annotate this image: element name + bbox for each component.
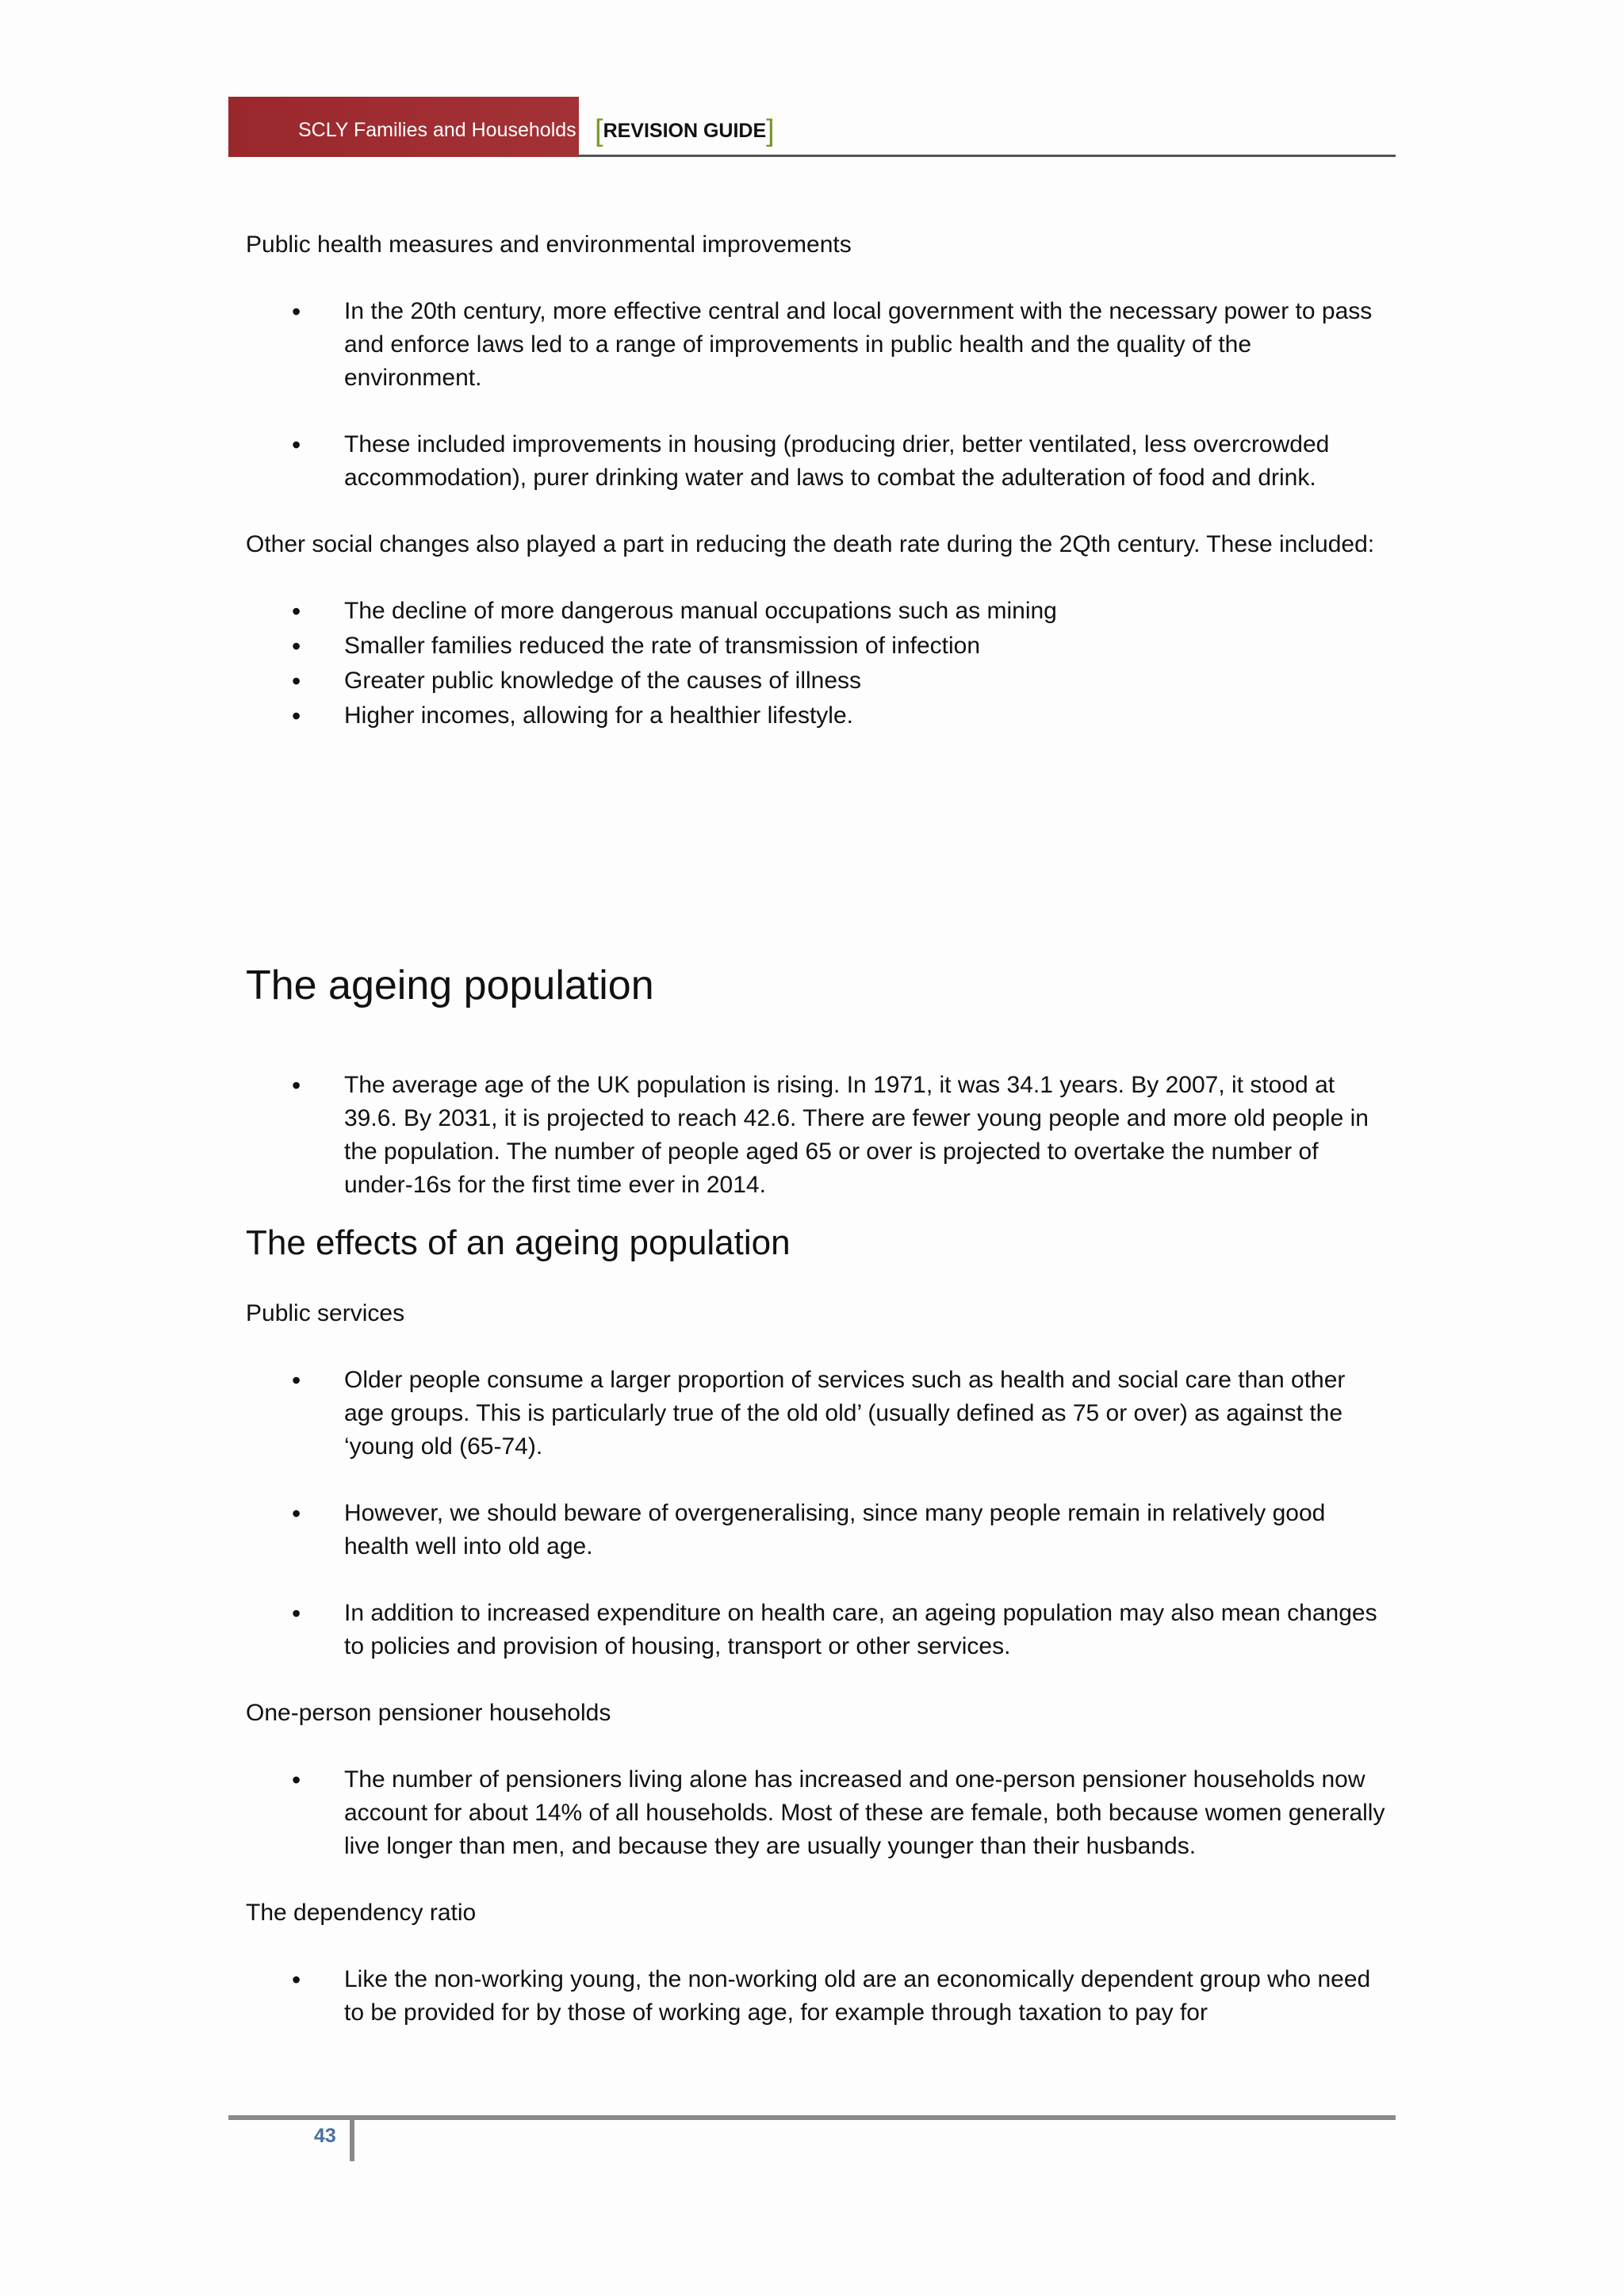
header-tab xyxy=(228,97,579,157)
header-guide-label xyxy=(595,114,775,148)
list-item: • However, we should beware of overgeneralising, since many people remain in relatively good health well into old age. xyxy=(246,1497,1388,1563)
list-item: • The average age of the UK population is rising. In 1971, it was 34.1 years. By 2007, it stood at 39.6. By 2031, it is projected to reach 42.6. There are fewer young people and more old people in the population. The number of people aged 65 or over is projected to overtake the number of under-16s for the first time ever in 2014. xyxy=(246,1069,1388,1202)
guide-label: REVISION GUIDE xyxy=(603,120,767,142)
footer-rule xyxy=(228,2115,1396,2120)
bullet-list xyxy=(246,1963,1388,2030)
page-number: 43 xyxy=(314,2125,336,2147)
list-item: • Greater public knowledge of the causes of illness xyxy=(246,664,1388,698)
list-item: • The decline of more dangerous manual occupations such as mining xyxy=(246,595,1388,628)
header-rule xyxy=(579,155,1396,157)
list-item: • The number of pensioners living alone has increased and one-person pensioner households now account for about 14% of all households. Most of these are female, both because women generally live longer than men, and because they are usually younger than their husbands. xyxy=(246,1763,1388,1863)
subheading: One-person pensioner households xyxy=(246,1700,611,1726)
bullet-list xyxy=(246,295,1388,495)
list-item: • Smaller families reduced the rate of transmission of infection xyxy=(246,629,1388,663)
header-title: SCLY Families and Households xyxy=(298,119,576,141)
bracket-open: [ xyxy=(595,114,603,147)
section-heading: Public health measures and environmental improvements xyxy=(246,232,852,258)
list-item: • Like the non-working young, the non-working old are an economically dependent group who need to be provided for by those of working age, for example through taxation to pay for xyxy=(246,1963,1388,2030)
section-public-health xyxy=(246,228,1388,733)
section-title: The effects of an ageing population xyxy=(246,1223,791,1262)
subheading: Public services xyxy=(246,1300,405,1326)
bullet-list xyxy=(246,1763,1388,1863)
list-item: • In addition to increased expenditure on health care, an ageing population may also mean changes to policies and provision of housing, transport or other services. xyxy=(246,1597,1388,1663)
footer-divider xyxy=(350,2120,354,2161)
bullet-list xyxy=(246,1364,1388,1663)
bullet-list xyxy=(246,595,1388,733)
subheading: The dependency ratio xyxy=(246,1900,477,1926)
bracket-close: ] xyxy=(766,114,775,147)
page-header xyxy=(228,97,1396,157)
list-item: • Older people consume a larger proportion of services such as health and social care than other age groups. This is particularly true of the old old’ (usually defined as 75 or over) as against the ‘young old (65-74). xyxy=(246,1364,1388,1464)
bullet-list xyxy=(246,1069,1388,1202)
intro-paragraph: Other social changes also played a part in reducing the death rate during the 2Qth century. These included: xyxy=(246,531,1375,557)
list-item: • Higher incomes, allowing for a healthier lifestyle. xyxy=(246,699,1388,733)
page-title: The ageing population xyxy=(246,962,654,1008)
list-item: • In the 20th century, more effective central and local government with the necessary power to pass and enforce laws led to a range of improvements in public health and the quality of the environment. xyxy=(246,295,1388,395)
list-item: • These included improvements in housing (producing drier, better ventilated, less overcrowded accommodation), purer drinking water and laws to combat the adulteration of food and drink. xyxy=(246,428,1388,495)
section-ageing xyxy=(246,1069,1388,2030)
